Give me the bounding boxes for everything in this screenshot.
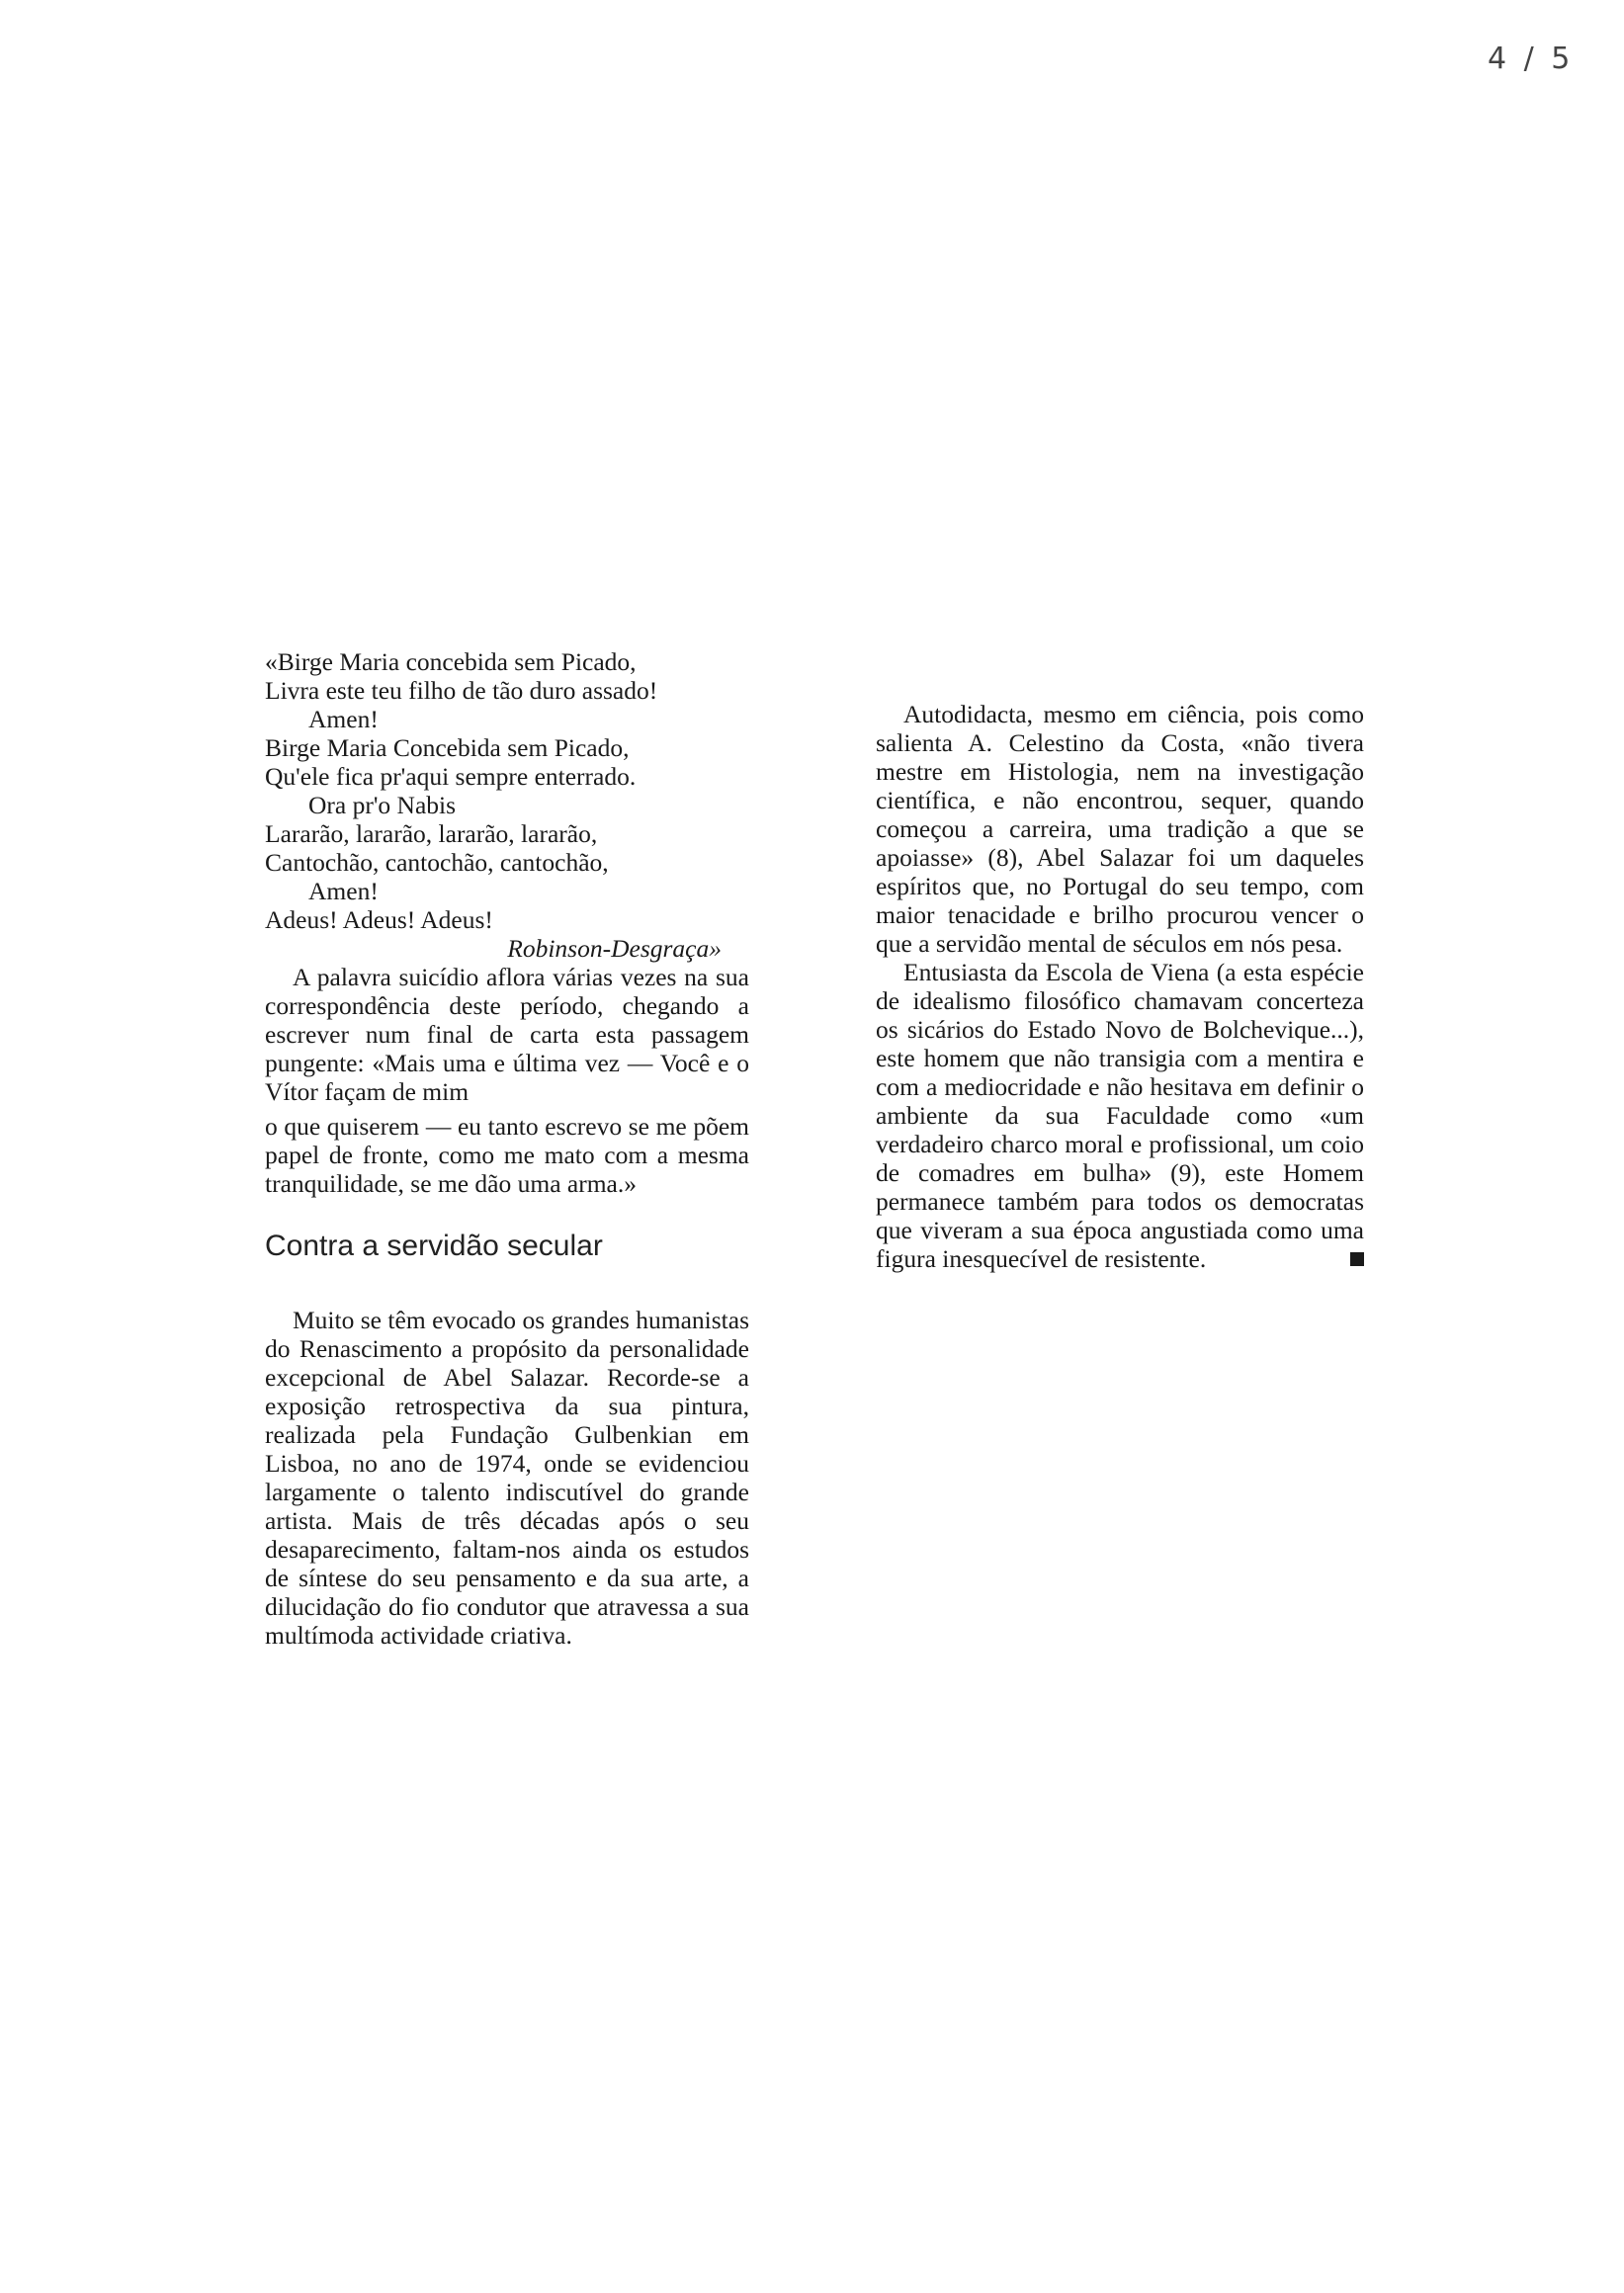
poem-line: Amen! — [308, 877, 379, 905]
right-paragraph-2 — [876, 958, 1364, 1273]
end-mark-icon — [1350, 1252, 1364, 1266]
poem-line: Adeus! Adeus! Adeus! — [265, 905, 493, 934]
right-paragraph-1: Autodidacta, mesmo em ciência, pois como salienta A. Celestino da Costa, «não tivera mestre em Histologia, nem na investigação científica, e não encontrou, sequer, quando começou a carreira, uma tradição a que se apoiasse» (8), Abel Salazar foi um daqueles espíritos que, no Portugal do seu tempo, com maior tenacidade e brilho procurou vencer o que a servidão mental de séculos em nós pesa. — [876, 700, 1364, 958]
left-paragraph-2: Muito se têm evocado os grandes humanistas do Renascimento a propósito da personalidade excepcional de Abel Salazar. Recorde-se a exposição retrospectiva da sua pintura, realizada pela Fundação Gulbenkian em Lisboa, no ano de 1974, onde se evidenciou largamente o talento indiscutível do grande artista. Mais de três décadas após o seu desaparecimento, faltam-nos ainda os estudos de síntese do seu pensamento e da sua arte, a dilucidação do fio condutor que atravessa a sua multímoda actividade criativa. — [265, 1306, 749, 1650]
poem-line: Cantochão, cantochão, cantochão, — [265, 848, 609, 877]
right-column — [876, 700, 1364, 1273]
poem-line: Livra este teu filho de tão duro assado! — [265, 676, 658, 705]
left-paragraph-1-continued: o que quiserem — eu tanto escrevo se me põem papel de fronte, como me mato com a mesma tranquilidade, se me dão uma arma.» — [265, 1112, 749, 1198]
left-column — [265, 647, 749, 1650]
section-heading: Contra a servidão secular — [265, 1230, 603, 1262]
poem-line: Birge Maria Concebida sem Picado, — [265, 733, 630, 762]
left-paragraph-1: A palavra suicídio aflora várias vezes na sua correspondência deste período, chegando a escrever num final de carta esta passagem pungente: «Mais uma e última vez — Você e o Vítor façam de mim — [265, 963, 749, 1106]
poem-line: Amen! — [308, 705, 379, 733]
poem-line: Lararão, lararão, lararão, lararão, — [265, 819, 598, 848]
poem-line: Ora pr'o Nabis — [308, 791, 457, 819]
page-number: 4 / 5 — [1488, 42, 1575, 76]
poem-line: «Birge Maria concebida sem Picado, — [265, 647, 637, 676]
poem-signature: Robinson-Desgraça» — [507, 934, 722, 963]
poem — [265, 647, 749, 963]
poem-line: Qu'ele fica pr'aqui sempre enterrado. — [265, 762, 637, 791]
right-paragraph-2-text: Entusiasta da Escola de Viena (a esta espécie de idealismo filosófico chamavam concerteza os sicários do Estado Novo de Bolchevique...), este homem que não transigia com a mentira e com a mediocridade e não hesitava em definir o ambiente da sua Faculdade como «um verdadeiro charco moral e profissional, um coio de comadres em bulha» (9), este Homem permanece também para todos os democratas que viveram a sua época angustiada como uma figura inesquecível de resistente. — [876, 958, 1364, 1273]
